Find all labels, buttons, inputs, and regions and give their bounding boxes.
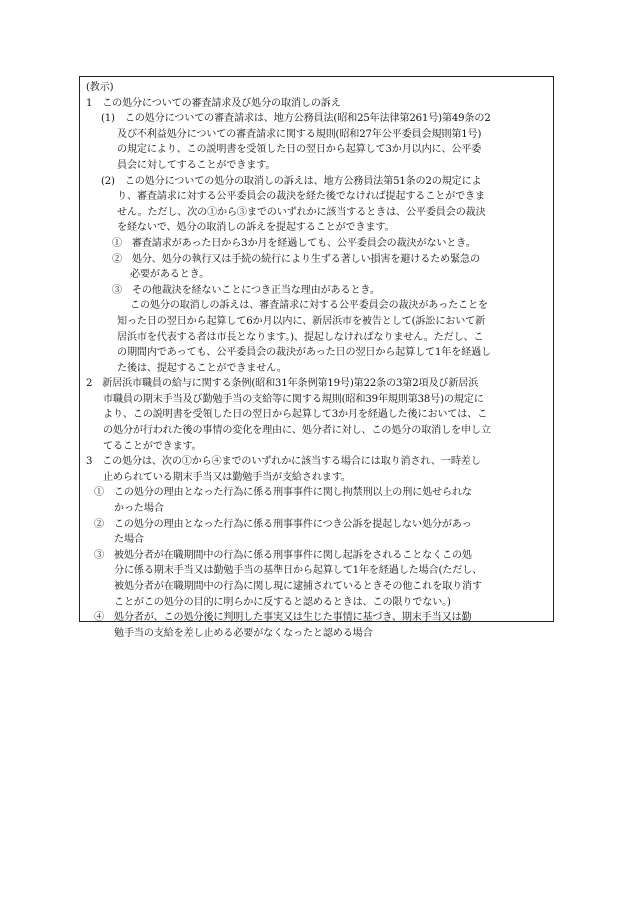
section-2-line: の処分が行われた後の事情の変化を理由に、処分者に対し、この処分の取消しを申し立 xyxy=(103,425,491,437)
item-1-1-line: 及び不利益処分についての審査請求に関する規則(昭和27年公平委員会規則第1号) xyxy=(117,128,482,140)
doc-heading: (教示) xyxy=(86,82,114,93)
paragraph-line: た後は、提起することができません。 xyxy=(117,362,287,374)
section-2-line: より、この説明書を受領した日の翌日から起算して3か月を経過した後においては、こ xyxy=(103,409,488,421)
section-3-line: 止められている期末手当又は勤勉手当が支給されます。 xyxy=(103,471,351,483)
sub-item-line: 必要があるとき。 xyxy=(130,269,210,281)
paragraph-line: の期間内であっても、公平委員会の裁決があった日の翌日から起算して1年を経過し xyxy=(117,347,491,359)
section-3-line: 3 この処分は、次の①から④までのいずれかに該当する場合には取り消され、一時差し xyxy=(86,456,481,468)
item-1-1-line: (1) この処分についての審査請求は、地方公務員法(昭和25年法律第261号)第49条の2 xyxy=(101,113,491,125)
section-2-line: てることができます。 xyxy=(103,440,202,452)
section-2-line: 市職員の期末手当及び勤勉手当の支給等に関する規則(昭和39年規則第38号)の規定に xyxy=(103,393,484,405)
item-1-2-line: (2) この処分についての処分の取消しの訴えは、地方公務員法第51条の2の規定によ xyxy=(101,175,482,187)
item-1-1-line: 員会に対してすることができます。 xyxy=(117,159,276,171)
item-1-2-line: り、審査請求に対する公平委員会の裁決を経た後でなければ提起することができま xyxy=(117,191,485,203)
sub-item-line: かった場合 xyxy=(114,503,164,515)
sub-item-line: た場合 xyxy=(114,534,144,546)
sub-item-line: 勉手当の支給を差し止める必要がなくなったと認める場合 xyxy=(114,627,373,639)
sub-item-line: ② この処分の理由となった行為に係る刑事事件につき公訴を提起しない処分があっ xyxy=(94,518,472,530)
sub-item-line: ① 審査請求があった日から3か月を経過しても、公平委員会の裁決がないとき。 xyxy=(112,237,476,249)
section-2-line: 2 新居浜市職員の給与に関する条例(昭和31年条例第19号)第22条の3第2項及び新居浜 xyxy=(86,378,479,390)
section-1-heading: 1 この処分についての審査請求及び処分の取消しの訴え xyxy=(86,97,341,109)
sub-item-line: ことがこの処分の目的に明らかに反すると認めるときは、この限りでない。) xyxy=(114,596,451,608)
sub-item-line: ② 処分、処分の執行又は手続の続行により生ずる著しい損害を避けるため緊急の xyxy=(112,253,480,265)
paragraph-line: 知った日の翌日から起算して6か月以内に、新居浜市を被告として(訴訟において新 xyxy=(117,315,486,327)
sub-item-line: ③ その他裁決を経ないことにつき正当な理由があるとき。 xyxy=(112,284,380,296)
paragraph-line: この処分の取消しの訴えは、審査請求に対する公平委員会の裁決があったことを xyxy=(130,300,488,312)
sub-item-line: ① この処分の理由となった行為に係る刑事事件に関し拘禁刑以上の刑に処せられな xyxy=(94,487,472,499)
item-1-1-line: の規定により、この説明書を受領した日の翌日から起算して3か月以内に、公平委 xyxy=(117,144,482,156)
sub-item-line: 被処分者が在職期間中の行為に関し現に逮捕されているときその他これを取り消す xyxy=(114,581,482,592)
sub-item-line: ③ 被処分者が在職期間中の行為に係る刑事事件に関し起訴をされることなくこの処 xyxy=(94,549,472,561)
sub-item-line: 分に係る期末手当又は勤勉手当の基準日から起算して1年を経過した場合(ただし、 xyxy=(114,565,483,577)
sub-item-line: ④ 処分者が、この処分後に判明した事実又は生じた事情に基づき、期末手当又は勤 xyxy=(94,612,472,624)
instruction-box xyxy=(79,76,554,639)
paragraph-line: 居浜市を代表する者は市長となります。)、提起しなければなりません。ただし、こ xyxy=(117,331,484,343)
item-1-2-line: を経ないで、処分の取消しの訴えを提起することができます。 xyxy=(117,222,395,234)
item-1-2-line: せん。ただし、次の①から③までのいずれかに該当するときは、公平委員会の裁決 xyxy=(117,206,486,218)
